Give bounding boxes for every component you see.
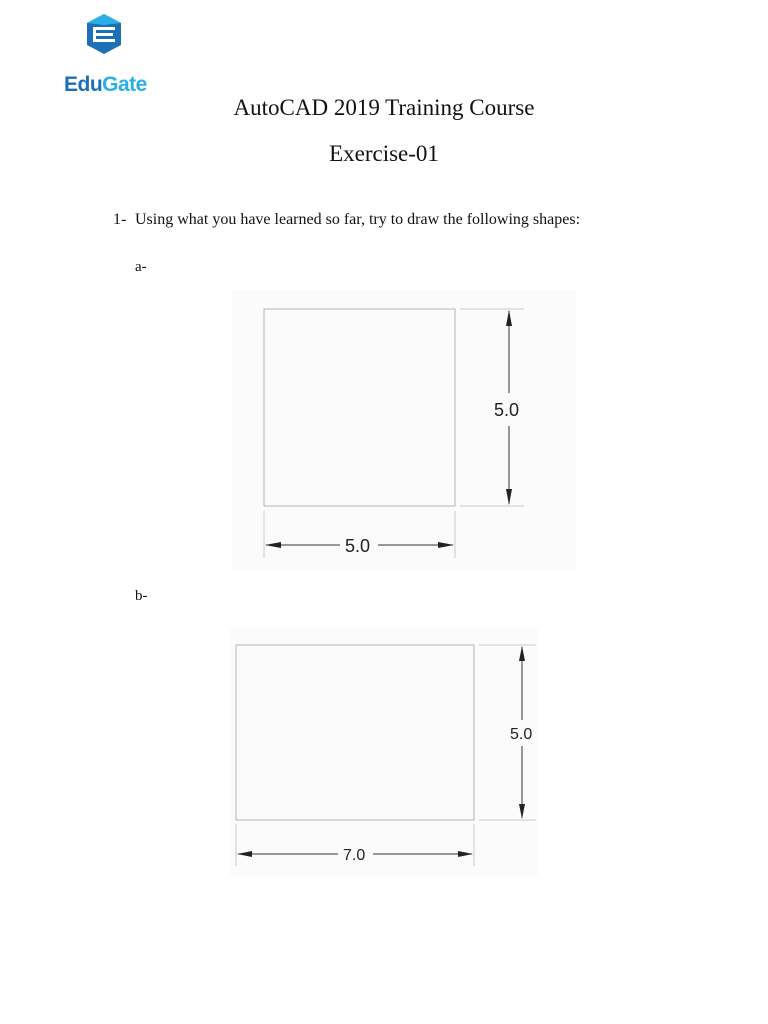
width-dimension-label: 7.0 (343, 847, 366, 864)
document-subtitle: Exercise-01 (329, 141, 439, 166)
question-number: 1- (113, 211, 127, 228)
item-label-b: b- (135, 588, 148, 604)
height-dimension-label: 5.0 (510, 726, 533, 743)
arrow-down-icon (519, 804, 525, 819)
edugate-logo (62, 12, 150, 96)
document-title: AutoCAD 2019 Training Course (233, 95, 535, 120)
width-dimension-label: 5.0 (345, 536, 371, 556)
arrow-up-icon (519, 646, 525, 661)
drawing-a (232, 290, 576, 570)
height-dimension-label: 5.0 (494, 400, 520, 420)
drawing-b-svg (230, 628, 538, 876)
arrow-right-icon (438, 542, 454, 548)
brand-name: EduGate (64, 73, 147, 96)
question-1 (113, 212, 580, 228)
drawing-b (230, 628, 538, 876)
rectangle-shape (236, 645, 474, 820)
arrow-down-icon (506, 489, 512, 505)
question-text: Using what you have learned so far, try to draw the following shapes: (135, 211, 581, 228)
item-label-a: a- (135, 259, 147, 275)
edugate-logo-icon (84, 12, 124, 56)
square-shape (264, 309, 455, 506)
arrow-right-icon (458, 851, 473, 857)
arrow-left-icon (237, 851, 252, 857)
drawing-a-svg (232, 290, 576, 570)
arrow-up-icon (506, 310, 512, 326)
arrow-left-icon (265, 542, 281, 548)
